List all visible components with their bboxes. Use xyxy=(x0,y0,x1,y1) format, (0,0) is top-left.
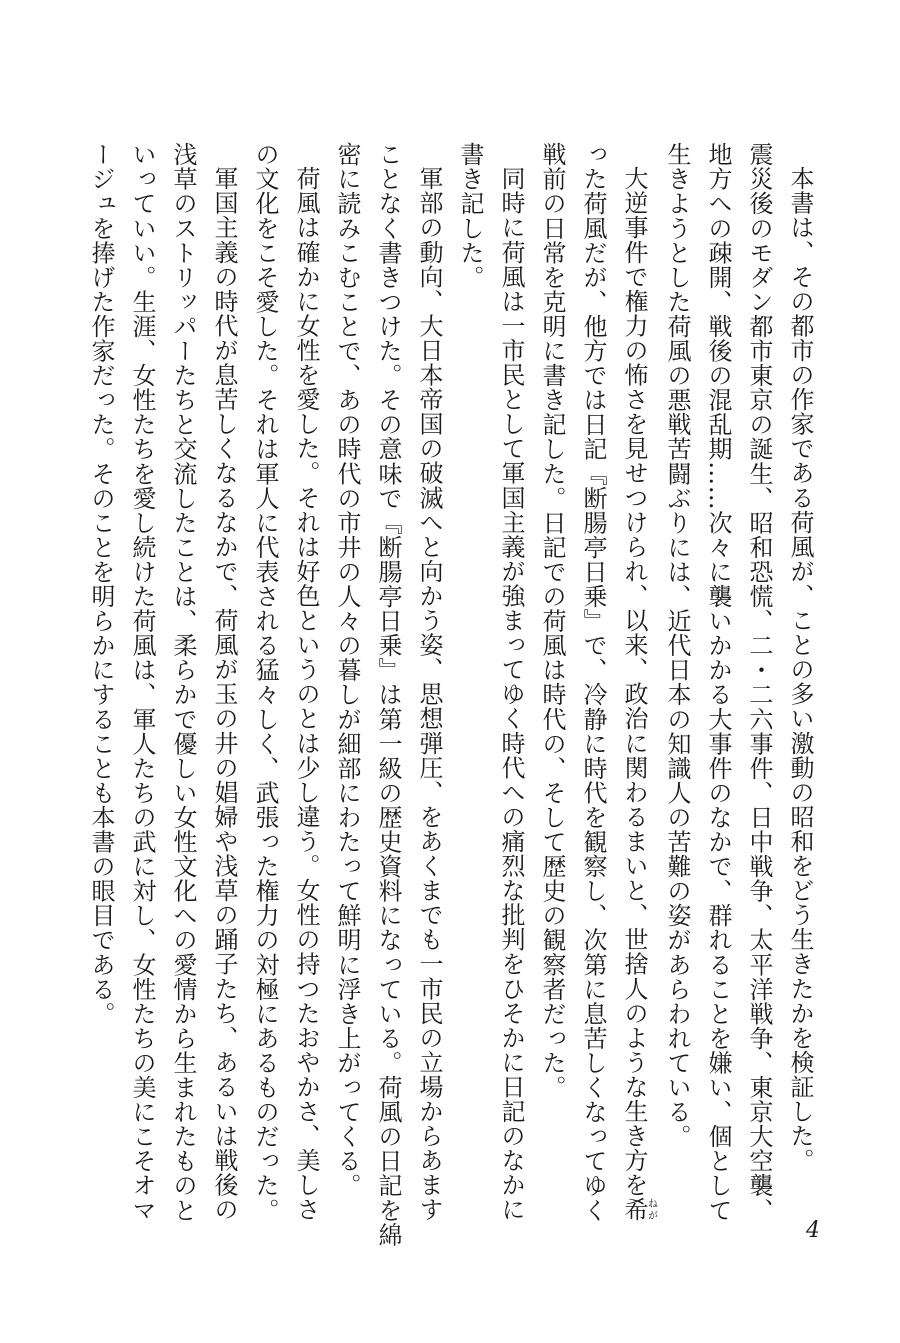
text-line: 荷風は確かに女性を愛した。それは好色というのとは少し違う。女性の持つたおやかさ、美しさ xyxy=(292,166,320,1222)
text-line: 軍国主義の時代が息苦しくなるなかで、荷風が玉の井の娼婦や浅草の踊子たち、あるいは戦後の xyxy=(210,166,238,1222)
ruby-base: 希 xyxy=(620,1197,648,1222)
ruby-annotation xyxy=(620,1197,657,1222)
text-line-with-ruby xyxy=(613,142,657,1222)
text-line: 本書は、その都市の作家である荷風が、ことの多い激動の昭和をどう生きたかを検証した。 xyxy=(786,166,814,1173)
text-line: 戦前の日常を克明に書き記した。日記での荷風は時代の、そして歴史の観察者だった。 xyxy=(538,142,566,1100)
text-line: 震災後のモダン都市東京の誕生、昭和恐慌、二・二六事件、日中戦争、太平洋戦争、東京大空襲、 xyxy=(745,142,773,1223)
ruby-reading: ねが xyxy=(645,1197,657,1222)
text-line: 浅草のストリッパーたちと交流したことは、柔らかで優しい女性文化への愛情から生まれたものと xyxy=(169,142,197,1223)
text-line: ージュを捧げた作家だった。そのことを明らかにすることも本書の眼目である。 xyxy=(87,142,115,1026)
page-number: 4 xyxy=(806,1218,820,1243)
text-line: 密に読みこむことで、あの時代の市井の人々の暮しが細部にわたって鮮明に浮き上がってくる。 xyxy=(333,142,361,1198)
text-line: 生きようとした荷風の悪戦苦闘ぶりには、近代日本の知識人の苦難の姿があらわれている。 xyxy=(663,142,691,1149)
text-line: った荷風だが、他方では日記『断腸亭日乗』で、冷静に時代を観察し、次第に息苦しくなってゆく xyxy=(579,142,607,1223)
text-line: ことなく書きつけた。その意味で『断腸亭日乗』は第一級の歴史資料になっている。荷風の日記を綿 xyxy=(374,142,402,1247)
text-line: 同時に荷風は一市民として軍国主義が強まってゆく時代への痛烈な批判をひそかに日記のなかに xyxy=(497,166,525,1222)
text-line: 軍部の動向、大日本帝国の破滅へと向かう姿、思想弾圧、をあくまでも一市民の立場からあます xyxy=(415,166,443,1222)
text-line: 書き記した。 xyxy=(456,142,484,290)
text-line: いっていい。生涯、女性たちを愛し続けた荷風は、軍人たちの武に対し、女性たちの美にこそオマ xyxy=(128,142,156,1223)
line-text: 大逆事件で権力の怖さを見せつけられ、以来、政治に関わるまいと、世捨人のような生き方を xyxy=(620,166,648,1198)
text-line: の文化をこそ愛した。それは軍人に代表される猛々しく、武張った権力の対極にあるものだった。 xyxy=(251,142,279,1223)
text-line: 地方への疎開、戦後の混乱期……次々に襲いかかる大事件のなかで、群れることを嫌い、個として xyxy=(704,142,732,1223)
body-text xyxy=(75,142,820,1247)
